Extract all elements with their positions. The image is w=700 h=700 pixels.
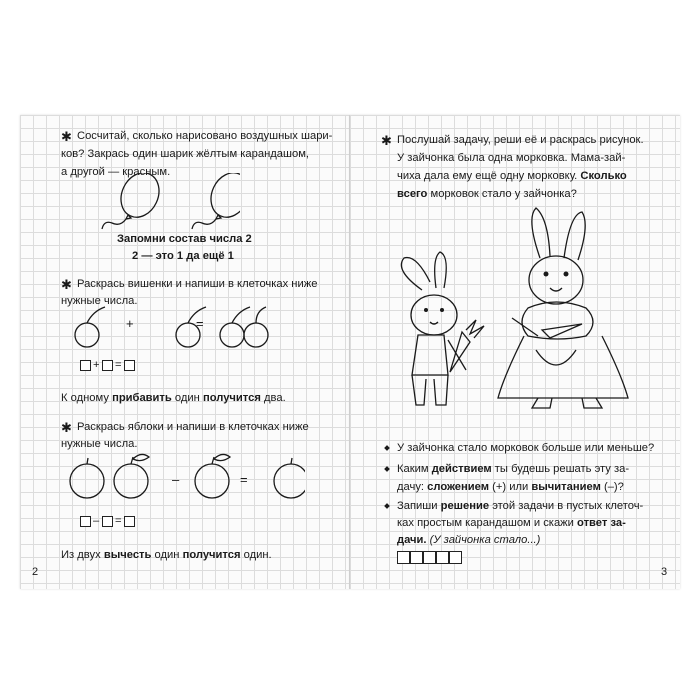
answer-cell[interactable] bbox=[124, 360, 135, 371]
balloons-illustration bbox=[60, 173, 240, 238]
rabbits-illustration bbox=[392, 200, 642, 410]
equals-sign: = bbox=[240, 472, 248, 487]
task1-line1: Сосчитай, сколько нарисовано воздушных шари- bbox=[77, 130, 333, 142]
apples-illustration bbox=[65, 445, 305, 505]
question-3-line3: дачи. (У зайчонка стало...) bbox=[397, 534, 541, 546]
task1-line2: ков? Закрась один шарик жёлтым карандашом, bbox=[61, 148, 310, 160]
question-3-line1: Запиши решение этой задачи в пустых клеточ- bbox=[397, 500, 644, 512]
task-line4: всего морковок стало у зайчонка? bbox=[397, 188, 577, 200]
cherries-illustration bbox=[65, 303, 285, 353]
asterisk-icon: ✱ bbox=[61, 420, 72, 435]
question-2-line2: дачу: сложением (+) или вычитанием (–)? bbox=[397, 481, 624, 493]
equals-sign: = bbox=[196, 316, 204, 331]
rule-sentence-subtraction: Из двух вычесть один получится один. bbox=[61, 549, 272, 561]
minus-sign: – bbox=[172, 472, 180, 487]
equals-sign: = bbox=[115, 359, 122, 371]
mother-rabbit-drawing bbox=[498, 208, 628, 408]
bullet-icon bbox=[384, 503, 390, 509]
asterisk-icon: ✱ bbox=[61, 277, 72, 292]
answer-cell[interactable] bbox=[80, 360, 91, 371]
task2-line1: Раскрась вишенки и напиши в клеточках ниже bbox=[77, 278, 318, 290]
task-line1: Послушай задачу, реши её и раскрась рисунок. bbox=[397, 134, 644, 146]
solution-cell[interactable] bbox=[423, 551, 436, 564]
rule-sentence-addition: К одному прибавить один получится два. bbox=[61, 392, 286, 404]
page-number-right: 3 bbox=[661, 566, 668, 578]
answer-cell[interactable] bbox=[124, 516, 135, 527]
bullet-icon bbox=[384, 466, 390, 472]
answer-cell[interactable] bbox=[80, 516, 91, 527]
rule-title: Запомни состав числа 2 bbox=[117, 233, 252, 245]
answer-cell[interactable] bbox=[102, 516, 113, 527]
task-line2: У зайчонка была одна морковка. Мама-зай- bbox=[397, 152, 626, 164]
task3-line1: Раскрась яблоки и напиши в клеточках ниже bbox=[77, 421, 309, 433]
solution-cell[interactable] bbox=[449, 551, 462, 564]
solution-cell[interactable] bbox=[436, 551, 449, 564]
question-2-line1: Каким действием ты будешь решать эту за- bbox=[397, 463, 630, 475]
rule-formula: 2 — это 1 да ещё 1 bbox=[132, 250, 234, 262]
question-1: У зайчонка стало морковок больше или меньше? bbox=[397, 442, 655, 454]
left-page bbox=[20, 115, 350, 589]
solution-cell[interactable] bbox=[410, 551, 423, 564]
task3-line2: нужные числа. bbox=[61, 438, 138, 450]
asterisk-icon: ✱ bbox=[381, 133, 392, 148]
bullet-icon bbox=[384, 445, 390, 451]
task1-line3: а другой — красным. bbox=[61, 166, 171, 178]
question-3-line2: ках простым карандашом и скажи ответ за- bbox=[397, 517, 626, 529]
page-number-left: 2 bbox=[32, 566, 39, 578]
plus-sign: + bbox=[126, 316, 134, 331]
task-line3: чиха дала ему ещё одну морковку. Сколько bbox=[397, 170, 627, 182]
answer-cell[interactable] bbox=[102, 360, 113, 371]
plus-sign: + bbox=[93, 359, 100, 371]
right-page bbox=[350, 115, 680, 589]
task2-line2: нужные числа. bbox=[61, 295, 138, 307]
equals-sign: = bbox=[115, 515, 122, 527]
baby-rabbit-drawing bbox=[401, 252, 484, 405]
minus-sign: – bbox=[93, 515, 100, 527]
solution-cell[interactable] bbox=[397, 551, 410, 564]
asterisk-icon: ✱ bbox=[61, 129, 72, 144]
